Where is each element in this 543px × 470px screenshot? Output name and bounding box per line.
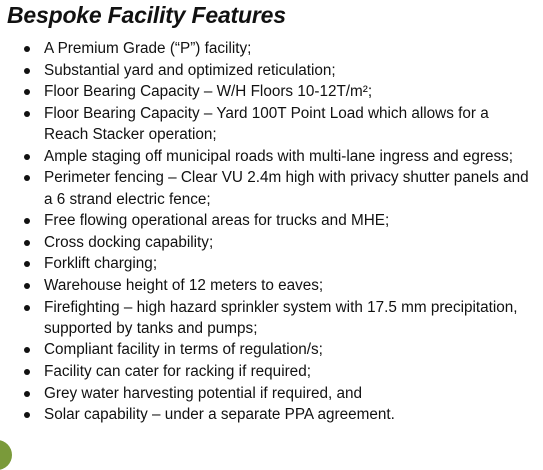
bullet-icon (24, 412, 30, 418)
list-item (0, 361, 543, 382)
list-item (0, 297, 543, 340)
feature-text: Solar capability – under a separate PPA agreement. (44, 406, 395, 424)
feature-text: Perimeter fencing – Clear VU 2.4m high with privacy shutter panels and a 6 strand electric fence; (44, 169, 529, 208)
bullet-icon (24, 89, 30, 95)
bullet-icon (24, 347, 30, 353)
bullet-icon (24, 369, 30, 375)
feature-text: Firefighting – high hazard sprinkler system with 17.5 mm precipitation, supported by tanks and pumps; (44, 298, 518, 337)
list-item (0, 404, 543, 425)
feature-text: Facility can cater for racking if required; (44, 363, 311, 381)
feature-list (0, 38, 543, 426)
feature-text: Forklift charging; (44, 255, 158, 273)
bullet-icon (24, 261, 30, 267)
bullet-icon (24, 46, 30, 52)
list-item (0, 210, 543, 231)
feature-text: Floor Bearing Capacity – Yard 100T Point Load which allows for a Reach Stacker operation; (44, 104, 489, 144)
list-item (0, 38, 543, 59)
bullet-icon (24, 283, 30, 289)
feature-text: Grey water harvesting potential if required, and (44, 384, 363, 402)
feature-text: Warehouse height of 12 meters to eaves; (44, 276, 324, 294)
feature-text: Substantial yard and optimized reticulation; (44, 61, 336, 79)
list-item (0, 383, 543, 404)
bullet-icon (24, 305, 30, 311)
feature-text: Free flowing operational areas for trucks and MHE; (44, 212, 390, 230)
list-item (0, 146, 543, 167)
bullet-icon (24, 391, 30, 397)
list-item (0, 103, 543, 146)
list-item (0, 253, 543, 274)
feature-text: Compliant facility in terms of regulation/s; (44, 341, 323, 359)
feature-text: A Premium Grade (“P”) facility; (44, 40, 252, 57)
list-item (0, 60, 543, 81)
list-item (0, 339, 543, 360)
feature-text: Floor Bearing Capacity – W/H Floors 10-12T/m²; (44, 83, 373, 101)
list-item (0, 232, 543, 253)
bullet-icon (24, 175, 30, 181)
list-item (0, 167, 543, 210)
page-title: Bespoke Facility Features (7, 2, 286, 28)
feature-text: Cross docking capability; (44, 233, 214, 251)
feature-text: Ample staging off municipal roads with multi-lane ingress and egress; (44, 147, 514, 165)
decorative-accent (0, 440, 12, 470)
list-item (0, 81, 543, 102)
list-item (0, 275, 543, 296)
bullet-icon (24, 111, 30, 117)
bullet-icon (24, 68, 30, 74)
bullet-icon (24, 218, 30, 224)
bullet-icon (24, 240, 30, 246)
bullet-icon (24, 154, 30, 160)
